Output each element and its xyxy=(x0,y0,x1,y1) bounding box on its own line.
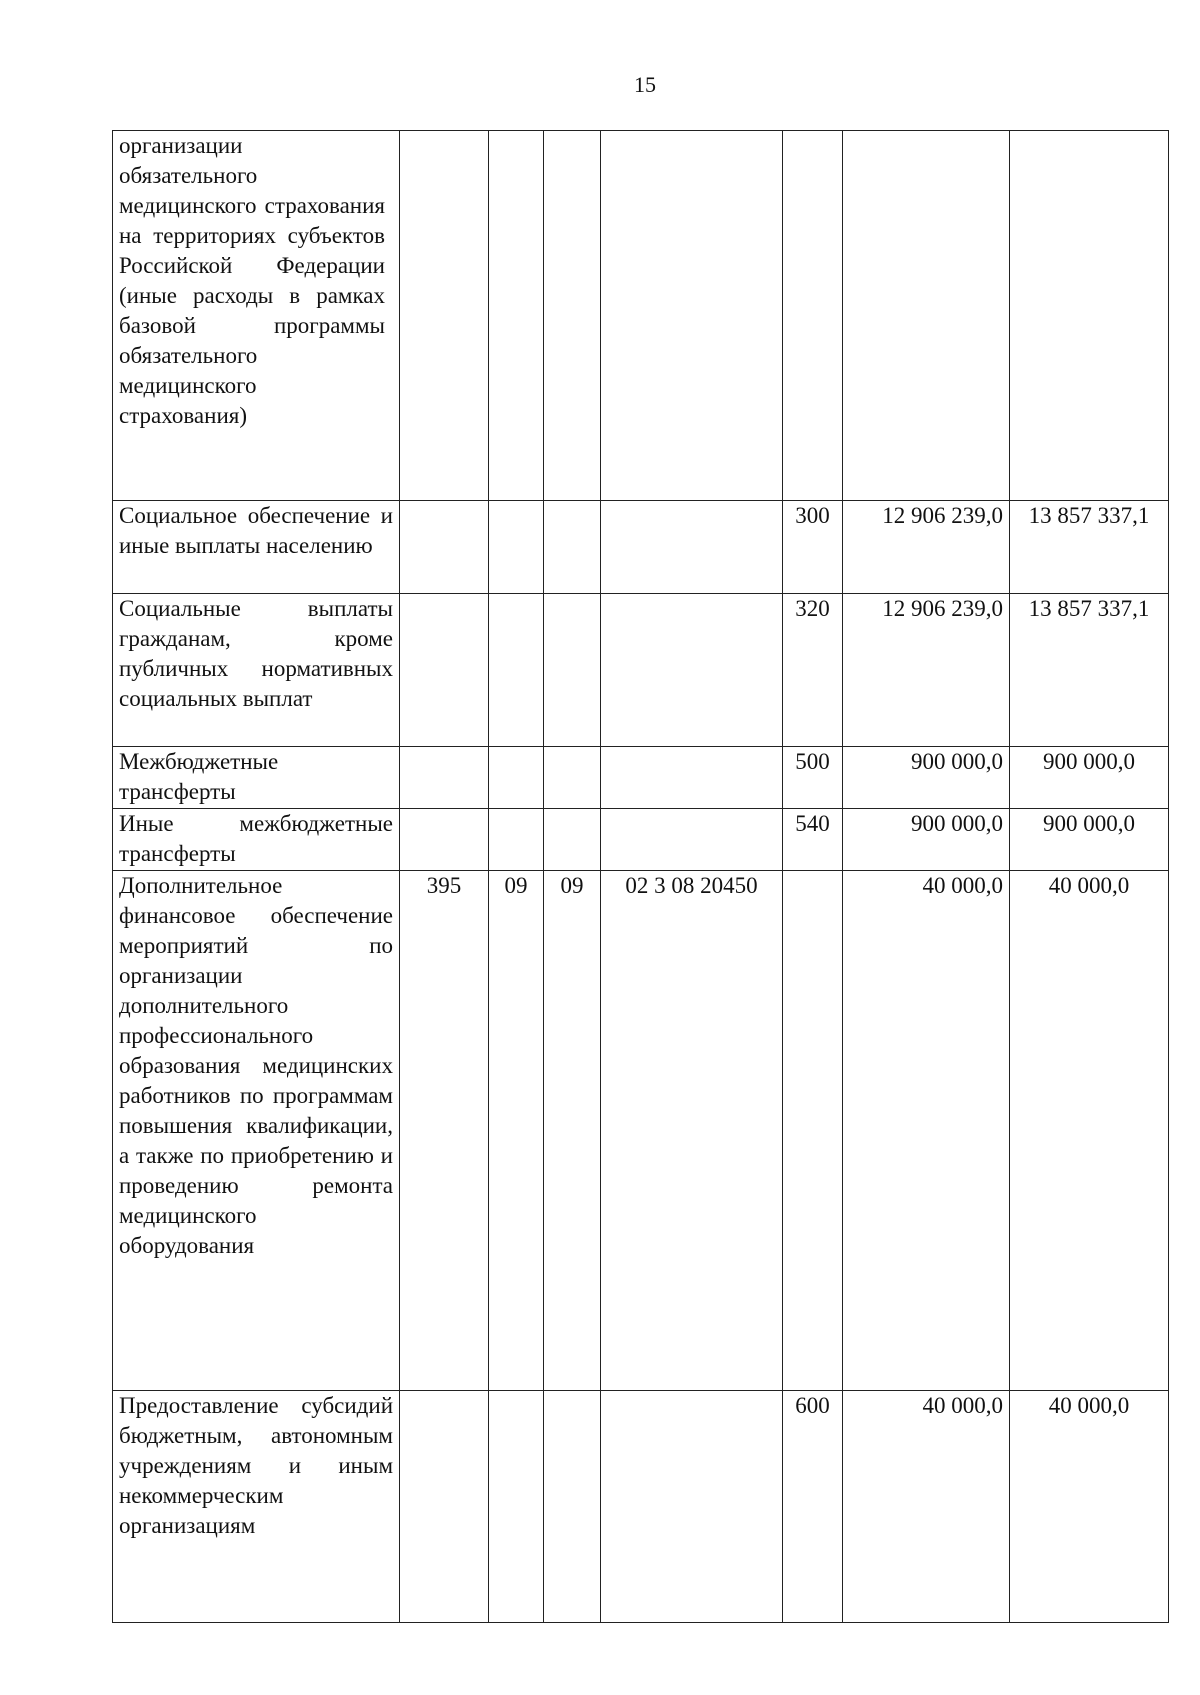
table-row xyxy=(113,131,1169,501)
amount-year-1: 900 000,0 xyxy=(843,747,1010,809)
expense-type-code xyxy=(783,871,843,1391)
target-article-code: 02 3 08 20450 xyxy=(601,871,783,1391)
expense-type-code: 500 xyxy=(783,747,843,809)
row-name: Иные межбюджетные трансферты xyxy=(113,809,400,871)
section-code xyxy=(489,1391,544,1623)
expense-type-code: 300 xyxy=(783,501,843,594)
table-row xyxy=(113,594,1169,747)
ministry-code xyxy=(400,747,489,809)
amount-year-1: 40 000,0 xyxy=(843,1391,1010,1623)
ministry-code: 395 xyxy=(400,871,489,1391)
target-article-code xyxy=(601,809,783,871)
ministry-code xyxy=(400,131,489,501)
budget-table xyxy=(112,130,1169,1623)
expense-type-code: 540 xyxy=(783,809,843,871)
target-article-code xyxy=(601,594,783,747)
amount-year-1 xyxy=(843,131,1010,501)
target-article-code xyxy=(601,747,783,809)
row-name: Межбюджетные трансферты xyxy=(113,747,400,809)
section-code xyxy=(489,501,544,594)
section-code xyxy=(489,594,544,747)
subsection-code: 09 xyxy=(544,871,601,1391)
amount-year-2 xyxy=(1010,131,1169,501)
amount-year-2: 13 857 337,1 xyxy=(1010,501,1169,594)
amount-year-2: 40 000,0 xyxy=(1010,1391,1169,1623)
subsection-code xyxy=(544,131,601,501)
row-name: Дополнительное финансовое обеспечение мероприятий по организации дополнительного профессионального образования медицинских работников по программам повышения квалификации, а также по приобретению и проведению ремонта медицинского оборудования xyxy=(113,871,400,1391)
ministry-code xyxy=(400,809,489,871)
target-article-code xyxy=(601,1391,783,1623)
ministry-code xyxy=(400,594,489,747)
subsection-code xyxy=(544,1391,601,1623)
subsection-code xyxy=(544,594,601,747)
table-row xyxy=(113,1391,1169,1623)
section-code xyxy=(489,131,544,501)
amount-year-2: 900 000,0 xyxy=(1010,747,1169,809)
ministry-code xyxy=(400,501,489,594)
table-row xyxy=(113,501,1169,594)
section-code xyxy=(489,809,544,871)
table-row xyxy=(113,871,1169,1391)
amount-year-2: 13 857 337,1 xyxy=(1010,594,1169,747)
subsection-code xyxy=(544,501,601,594)
amount-year-2: 40 000,0 xyxy=(1010,871,1169,1391)
section-code: 09 xyxy=(489,871,544,1391)
row-name: Социальные выплаты гражданам, кроме публичных нормативных социальных выплат xyxy=(113,594,400,747)
expense-type-code xyxy=(783,131,843,501)
row-name: Социальное обеспечение и иные выплаты населению xyxy=(113,501,400,594)
amount-year-1: 900 000,0 xyxy=(843,809,1010,871)
amount-year-2: 900 000,0 xyxy=(1010,809,1169,871)
table-row xyxy=(113,809,1169,871)
expense-type-code: 600 xyxy=(783,1391,843,1623)
subsection-code xyxy=(544,809,601,871)
expense-type-code: 320 xyxy=(783,594,843,747)
row-name: организации обязательного медицинского страхования на территориях субъектов Российской Федерации (иные расходы в рамках базовой программы обязательного медицинского страхования) xyxy=(113,131,400,501)
amount-year-1: 12 906 239,0 xyxy=(843,501,1010,594)
table-row xyxy=(113,747,1169,809)
row-name: Предоставление субсидий бюджетным, автономным учреждениям и иным некоммерческим организациям xyxy=(113,1391,400,1623)
subsection-code xyxy=(544,747,601,809)
target-article-code xyxy=(601,131,783,501)
target-article-code xyxy=(601,501,783,594)
amount-year-1: 12 906 239,0 xyxy=(843,594,1010,747)
ministry-code xyxy=(400,1391,489,1623)
amount-year-1: 40 000,0 xyxy=(843,871,1010,1391)
page-number: 15 xyxy=(634,72,656,97)
section-code xyxy=(489,747,544,809)
